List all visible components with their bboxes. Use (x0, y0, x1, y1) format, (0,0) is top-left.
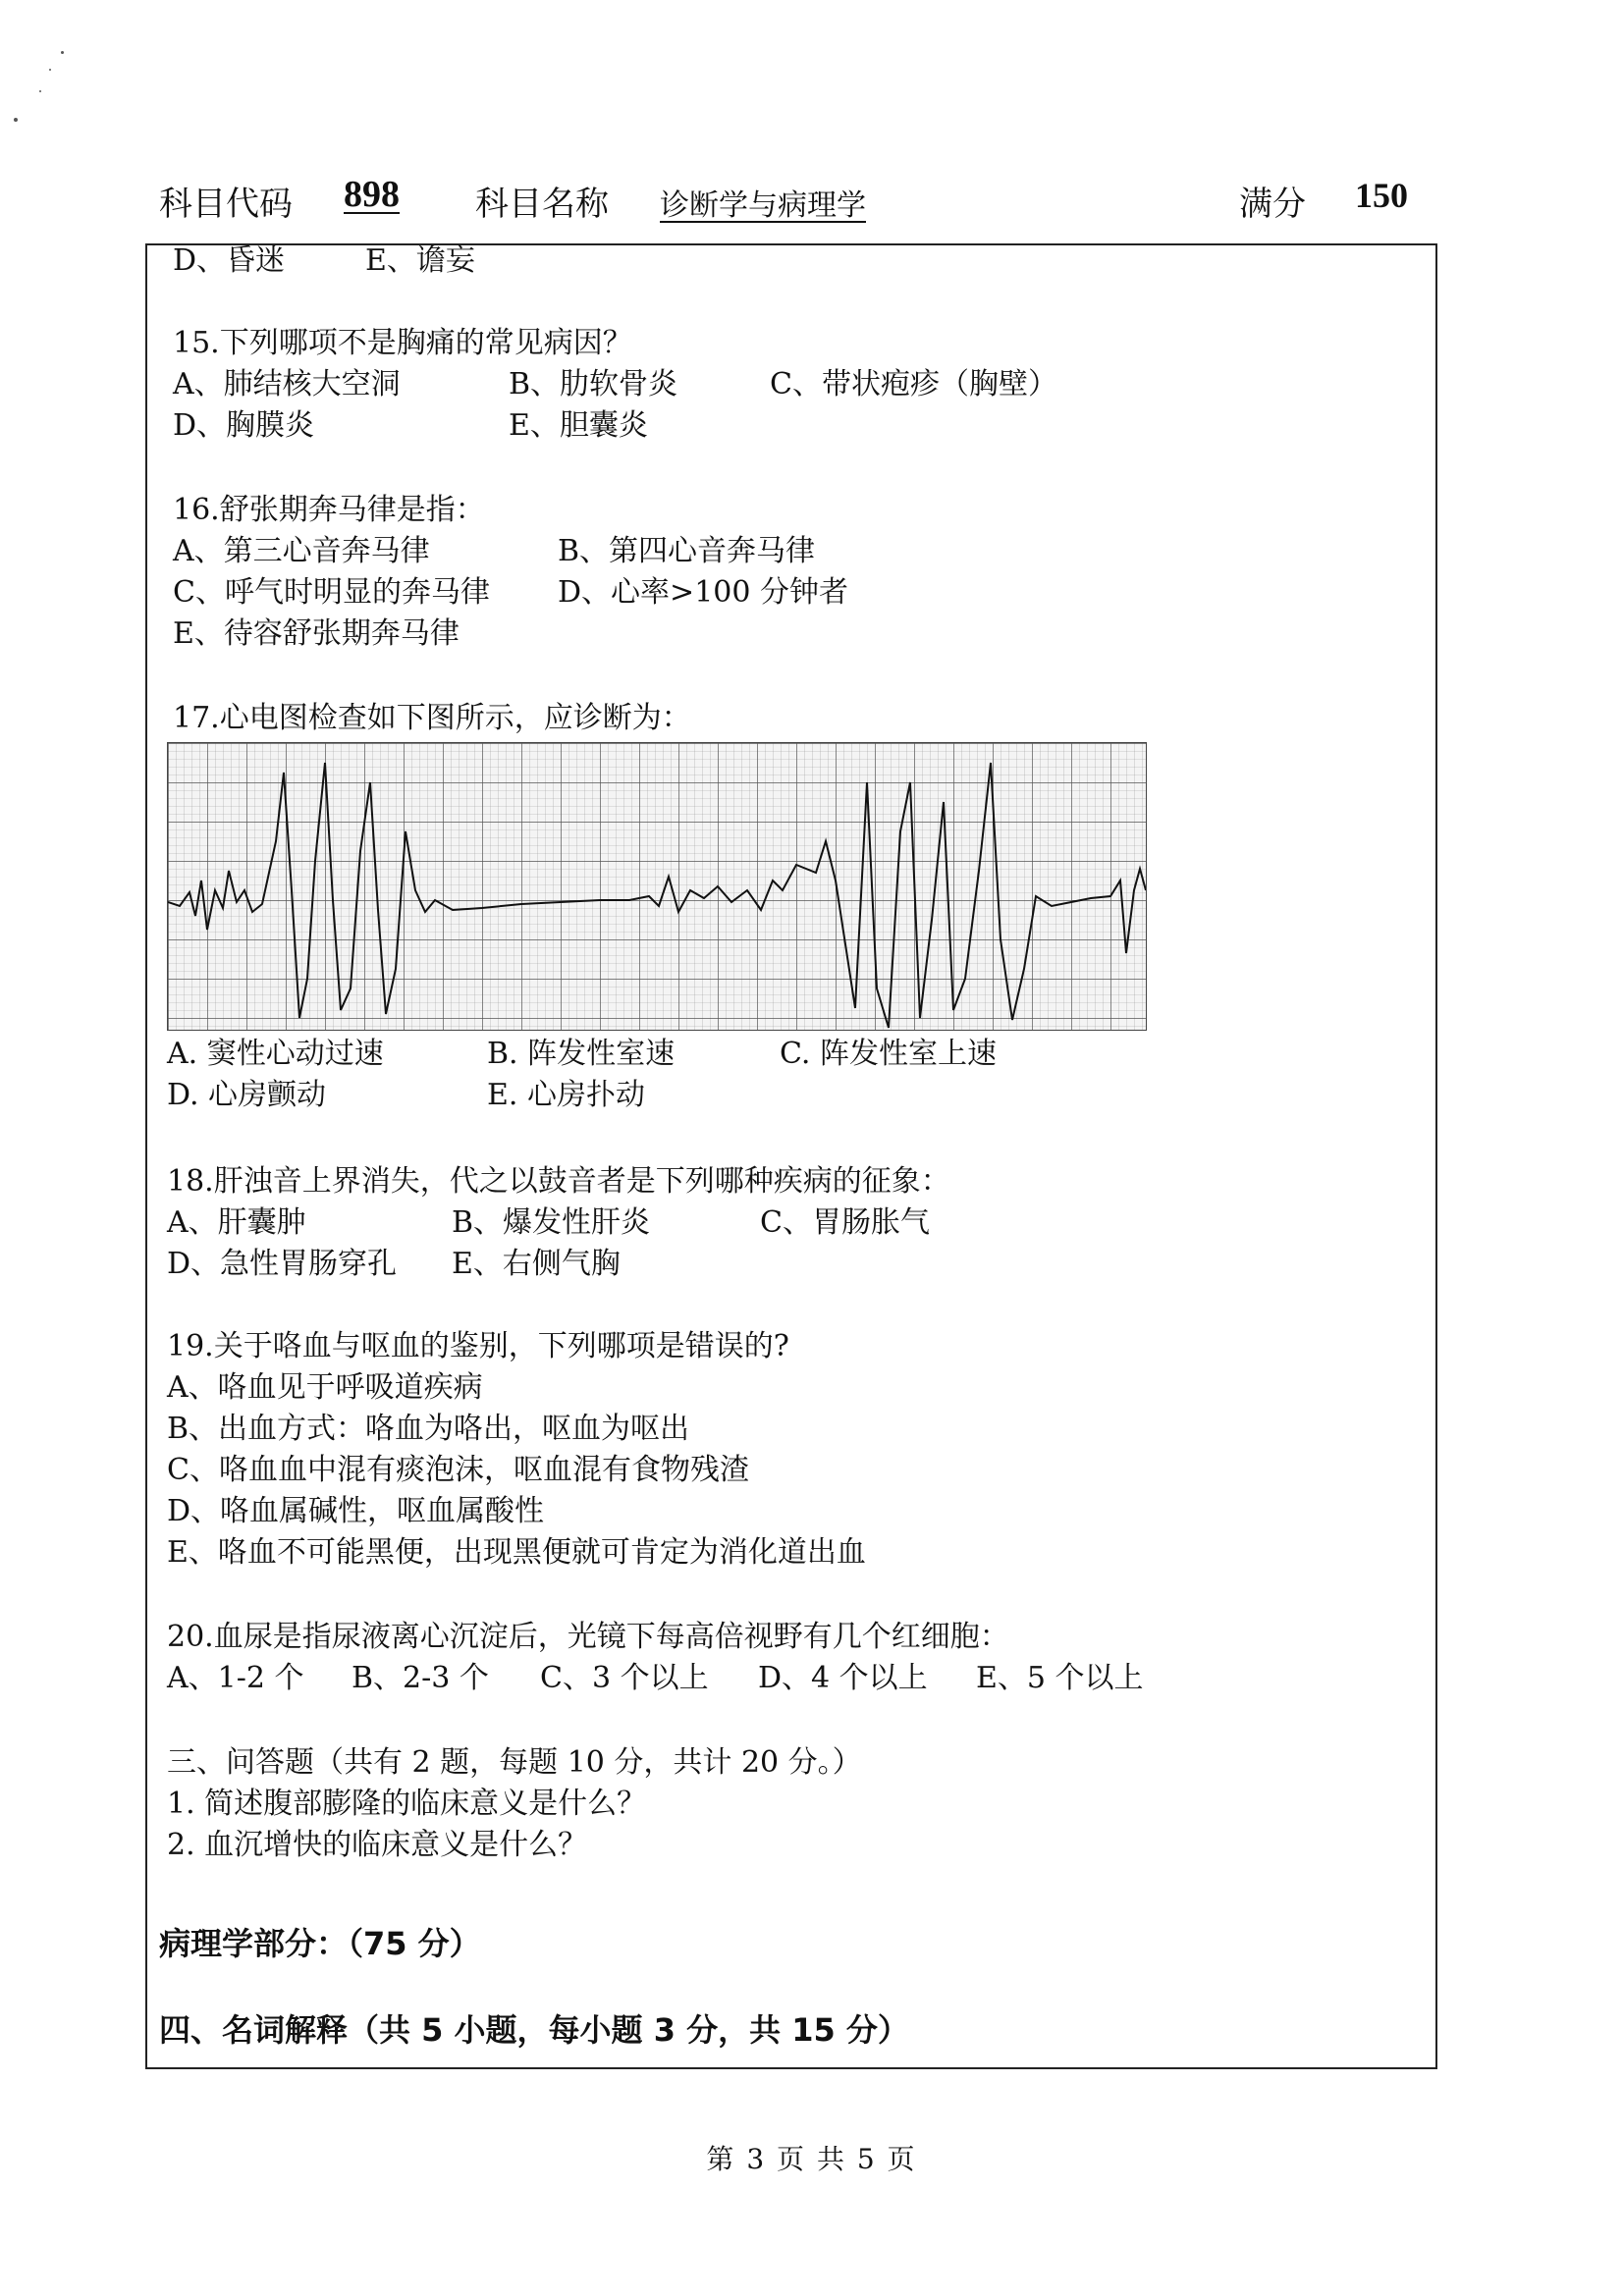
option-c: C、咯血血中混有痰泡沫，呕血混有食物残渣 (167, 1453, 749, 1487)
option-b: B、出血方式：咯血为咯出，呕血为呕出 (167, 1412, 690, 1446)
ecg-strip-image (167, 742, 1147, 1031)
option-a: A. 窦性心动过速 (167, 1037, 384, 1071)
scan-speck (39, 90, 41, 92)
question-17-stem: 17.心电图检查如下图所示，应诊断为： (173, 701, 691, 735)
subject-code: 898 (344, 174, 400, 215)
option-c: C、带状疱疹（胸壁） (770, 367, 1057, 401)
subject-name-label: 科目名称 (475, 185, 609, 224)
question-19-stem: 19.关于咯血与呕血的鉴别，下列哪项是错误的? (167, 1329, 789, 1363)
essay-question-1: 1. 简述腹部膨隆的临床意义是什么？ (167, 1787, 647, 1821)
option-e: E、谵妄 (365, 243, 475, 278)
page-number-footer: 第 3 页 共 5 页 (706, 2143, 917, 2175)
option-e: E、右侧气胸 (452, 1247, 621, 1281)
question-16-stem: 16.舒张期奔马律是指： (173, 493, 485, 527)
option-e: E、咯血不可能黑便，出现黑便就可肯定为消化道出血 (167, 1535, 866, 1570)
option-a: A、肝囊肿 (167, 1205, 306, 1240)
section-4-title: 四、名词解释（共 5 小题，每小题 3 分，共 15 分） (159, 2011, 909, 2049)
option-c: C. 阵发性室上速 (780, 1037, 997, 1071)
essay-question-2: 2. 血沉增快的临床意义是什么？ (167, 1828, 588, 1862)
option-e: E、待容舒张期奔马律 (173, 616, 460, 651)
option-c: C、呼气时明显的奔马律 (173, 575, 490, 610)
option-d: D、昏迷 (173, 243, 286, 278)
subject-code-label: 科目代码 (159, 185, 293, 224)
question-20-stem: 20.血尿是指尿液离心沉淀后，光镜下每高倍视野有几个红细胞： (167, 1620, 1009, 1654)
option-d: D、胸膜炎 (173, 408, 315, 443)
subject-name: 诊断学与病理学 (660, 188, 866, 223)
option-e: E. 心房扑动 (487, 1078, 645, 1112)
pathology-part-title: 病理学部分：（75 分） (159, 1925, 481, 1962)
option-e: E、5 个以上 (976, 1661, 1144, 1695)
option-b: B. 阵发性室速 (487, 1037, 676, 1071)
question-15-stem: 15.下列哪项不是胸痛的常见病因？ (173, 326, 632, 360)
option-a: A、肺结核大空洞 (173, 367, 401, 401)
option-b: B、肋软骨炎 (509, 367, 678, 401)
option-d: D、急性胃肠穿孔 (167, 1247, 398, 1281)
full-score: 150 (1355, 176, 1408, 215)
option-d: D、4 个以上 (758, 1661, 928, 1695)
option-b: B、2-3 个 (352, 1661, 489, 1695)
full-score-label: 满分 (1239, 185, 1306, 224)
option-e: E、胆囊炎 (509, 408, 648, 443)
page-header (159, 169, 1408, 228)
question-18-stem: 18.肝浊音上界消失，代之以鼓音者是下列哪种疾病的征象： (167, 1164, 950, 1199)
option-a: A、1-2 个 (167, 1661, 304, 1695)
option-c: C、3 个以上 (540, 1661, 709, 1695)
option-d: D、心率>100 分钟者 (558, 575, 848, 610)
option-d: D、咯血属碱性，呕血属酸性 (167, 1494, 545, 1528)
scan-speck (49, 69, 51, 71)
option-d: D. 心房颤动 (167, 1078, 327, 1112)
scan-speck (61, 51, 64, 54)
option-a: A、第三心音奔马律 (173, 534, 430, 568)
section-3-title: 三、问答题（共有 2 题，每题 10 分，共计 20 分。） (167, 1745, 862, 1780)
option-b: B、第四心音奔马律 (558, 534, 816, 568)
option-c: C、胃肠胀气 (760, 1205, 930, 1240)
option-b: B、爆发性肝炎 (452, 1205, 651, 1240)
scan-speck (14, 118, 18, 122)
option-a: A、咯血见于呼吸道疾病 (167, 1370, 483, 1405)
